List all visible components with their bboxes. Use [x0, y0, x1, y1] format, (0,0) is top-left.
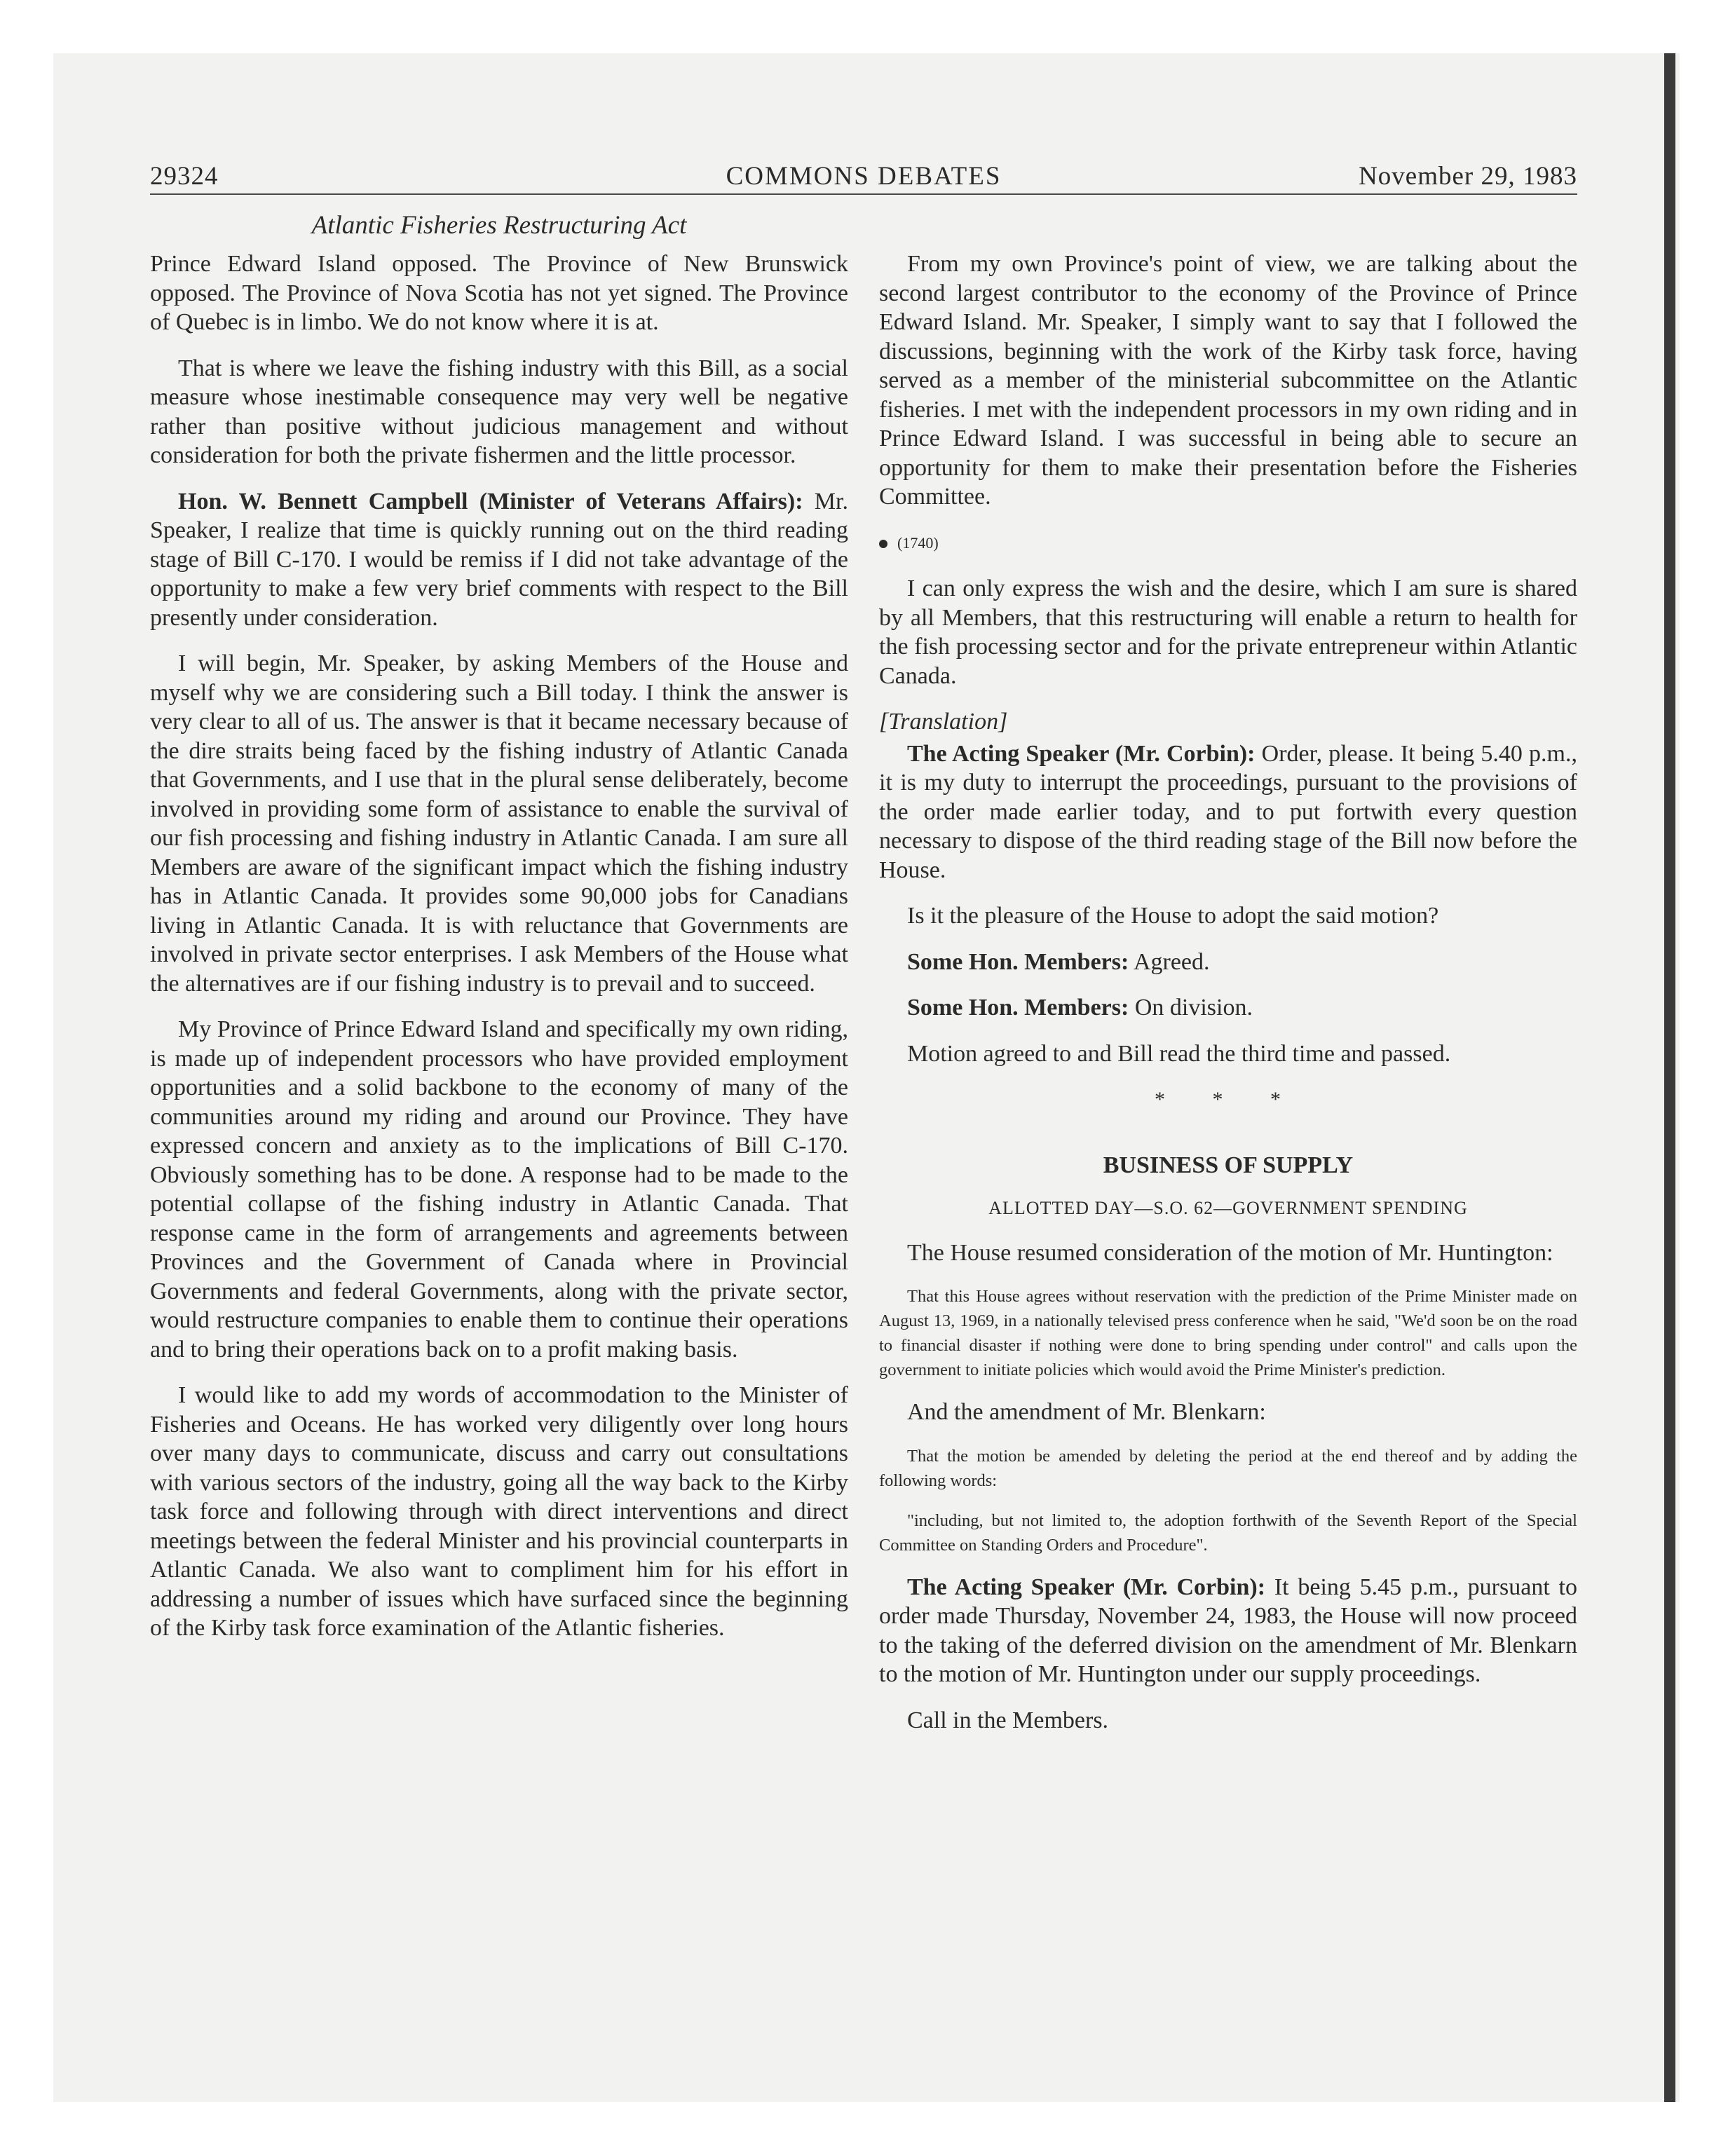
paragraph: I will begin, Mr. Speaker, by asking Members of the House and myself why we are considering such a Bill today. I think the answer is very clear to all of us. The answer is that it became necessary because of the dire straits being faced by the fishing industry of Atlantic Canada that Governments, and I use that in the plural sense deliberately, become involved in providing some form of assistance to enable the survival of our fish processing and fishing industry in Atlantic Canada. I am sure all Members are aware of the significant impact which the fishing industry has in Atlantic Canada. It provides some 90,000 jobs for Canadians living in Atlantic Canada. It is with reluctance that Governments are involved in private sector enterprises. I ask Members of the House what the alternatives are if our fishing industry is to prevail and to succeed.: [150, 650, 848, 997]
paragraph: Motion agreed to and Bill read the third time and passed.: [907, 1040, 1451, 1067]
left-column: [150, 250, 848, 1660]
paragraph: From my own Province's point of view, we are talking about the second largest contributor to the economy of the Province of Prince Edward Island. Mr. Speaker, I simply want to say that I followed the discussions, beginning with the work of the Kirby task force, having served as a member of the ministerial subcommittee on the Atlantic fisheries. I met with the independent processors in my own riding and in Prince Edward Island. I was successful in being able to secure an opportunity for them to make their presentation before the Fisheries Committee.: [879, 251, 1577, 510]
section-heading: BUSINESS OF SUPPLY: [1103, 1152, 1354, 1178]
speech-text: Order, please. It being 5.40 p.m., it is my duty to interrupt the proceedings, pursuant to the provisions of the order made earlier today, and to put fortwith every question necessary to dispose of the third reading stage of the Bill now before the House.: [879, 740, 1577, 883]
section-subheading: ALLOTTED DAY—S.O. 62—GOVERNMENT SPENDING: [988, 1198, 1468, 1218]
speech-paragraph: [879, 993, 1577, 1023]
speech-text: Mr. Speaker, I realize that time is quickly running out on the third reading stage of Bill C-170. I would be remiss if I did not take advantage of the opportunity to make a few very brief comments with respect to the Bill presently under consideration.: [150, 488, 848, 631]
speaker-name: Some Hon. Members:: [907, 948, 1129, 975]
paragraph: My Province of Prince Edward Island and specifically my own riding, is made up of independent processors who have provided employment opportunities and a solid backbone to the economy of many of the communities around my riding and around our Province. They have expressed concern and anxiety as to the implications of Bill C-170. Obviously something has to be done. A response had to be made to the potential collapse of the fishing industry in Atlantic Canada. That response came in the form of arrangements and agreements between Provinces and the Government of Canada where in Provincial Governments and federal Governments, along with the private sector, would restructure companies to enable them to continue their operations and to bring their operations back on to a profit making basis.: [150, 1016, 848, 1363]
paragraph: Is it the pleasure of the House to adopt the said motion?: [907, 903, 1439, 929]
paragraph: I can only express the wish and the desire, which I am sure is shared by all Members, that this restructuring will enable a return to health for the fish processing sector and for the private entrepreneur within Atlantic Canada.: [879, 575, 1577, 689]
paragraph: Call in the Members.: [907, 1707, 1109, 1733]
speech-paragraph: [879, 948, 1577, 977]
speech-text: Agreed.: [1129, 948, 1210, 975]
amendment-quote: That the motion be amended by deleting the period at the end thereof and by adding the following words:: [879, 1446, 1577, 1490]
paragraph: That is where we leave the fishing industry with this Bill, as a social measure whose inestimable consequence may very well be negative rather than positive without judicious management and without consideration for both the private fishermen and the little processor.: [150, 355, 848, 468]
paragraph: The House resumed consideration of the motion of Mr. Huntington:: [907, 1239, 1553, 1266]
speech-paragraph: [150, 487, 848, 633]
speaker-name: The Acting Speaker (Mr. Corbin):: [907, 1574, 1266, 1600]
publication-title: COMMONS DEBATES: [726, 162, 1002, 191]
page-header: [150, 158, 1577, 193]
paragraph: I would like to add my words of accommodation to the Minister of Fisheries and Oceans. He has worked very diligently over long hours over many days to communicate, discuss and carry out consultations with various sectors of the industry, going all the way back to the Kirby task force and following through with direct interventions and direct meetings between the federal Minister and his provincial counterparts in Atlantic Canada. We also want to compliment him for his effort in addressing a number of issues which have surfaced since the beginning of the Kirby task force examination of the Atlantic fisheries.: [150, 1382, 848, 1641]
section-separator: * * *: [1155, 1088, 1302, 1111]
amendment-words-quote: "including, but not limited to, the adoption forthwith of the Seventh Report of the Special Committee on Standing Orders and Procedure".: [879, 1510, 1577, 1555]
paragraph: And the amendment of Mr. Blenkarn:: [907, 1399, 1266, 1425]
scan-edge-bar: [1664, 53, 1675, 2102]
translation-label: [Translation]: [879, 709, 1008, 735]
time-marker-text: (1740): [897, 533, 939, 552]
speaker-name: The Acting Speaker (Mr. Corbin):: [907, 740, 1256, 767]
paragraph: Prince Edward Island opposed. The Province of New Brunswick opposed. The Province of Nova Scotia has not yet signed. The Province of Quebec is in limbo. We do not know where it is at.: [150, 251, 848, 335]
speech-paragraph: [879, 739, 1577, 885]
subject-heading: Atlantic Fisheries Restructuring Act: [311, 211, 687, 240]
speech-paragraph: [879, 1573, 1577, 1689]
speaker-name: Hon. W. Bennett Campbell (Minister of Veterans Affairs):: [178, 488, 803, 514]
speaker-name: Some Hon. Members:: [907, 995, 1129, 1021]
motion-quote: That this House agrees without reservation with the prediction of the Prime Minister made on August 13, 1969, in a nationally televised press conference when he said, "We'd soon be on the road to financial disaster if nothing were done to bring spending under control" and calls upon the government to initiate policies which would avoid the Prime Minister's prediction.: [879, 1287, 1577, 1379]
header-rule: [150, 193, 1577, 195]
speech-text: On division.: [1129, 995, 1253, 1021]
page-date: November 29, 1983: [1359, 162, 1577, 191]
right-column: [879, 250, 1577, 1752]
time-marker: [879, 528, 1577, 558]
bullet-icon: [879, 540, 887, 548]
speech-text: It being 5.45 p.m., pursuant to order made Thursday, November 24, 1983, the House will now proceed to the taking of the deferred division on the amendment of Mr. Blenkarn to the motion of Mr. Huntington under our supply proceedings.: [879, 1574, 1577, 1687]
page-number: 29324: [150, 162, 219, 191]
